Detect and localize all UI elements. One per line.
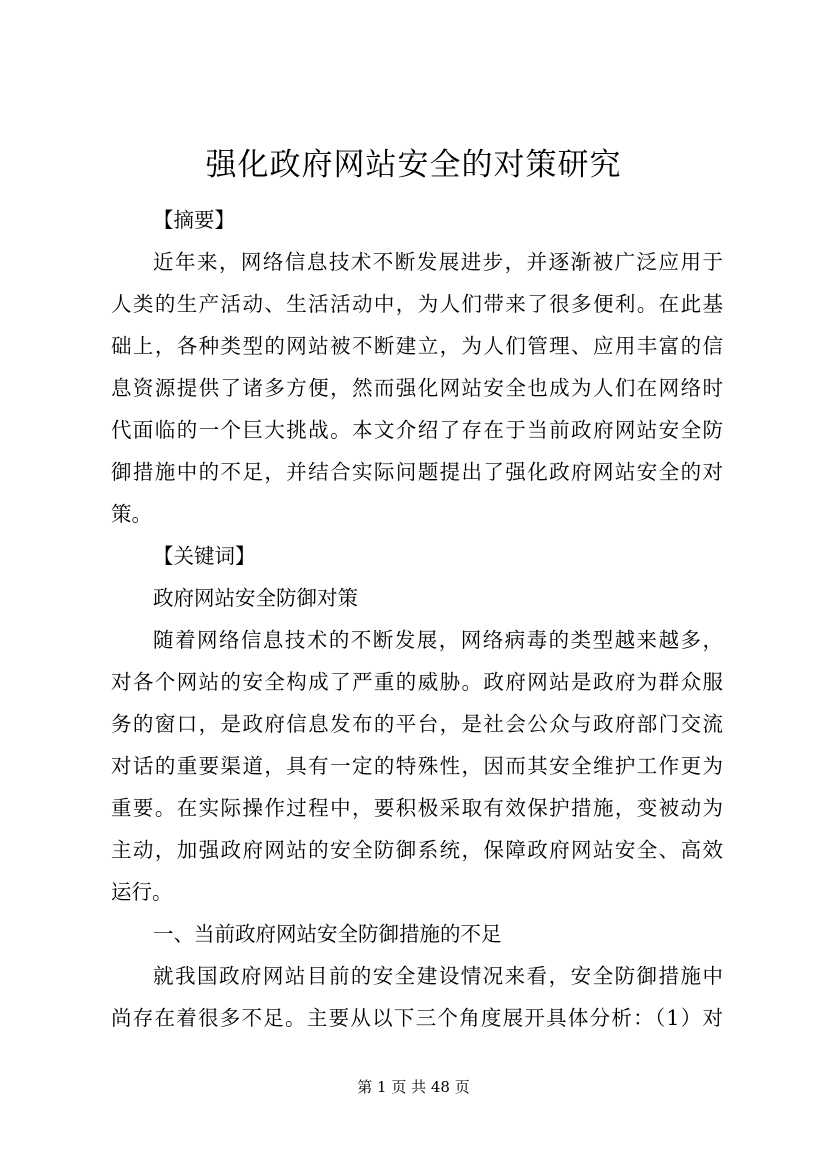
body-line: 人类的生产活动、生活活动中，为人们带来了很多便利。在此基 [111,292,723,316]
body-line: 础上，各种类型的网站被不断建立，为人们管理、应用丰富的信 [111,334,723,358]
body-line: 随着网络信息技术的不断发展，网络病毒的类型越来越多， [153,628,723,652]
body-line: 近年来，网络信息技术不断发展进步，并逐渐被广泛应用于 [153,250,723,274]
body-line: 御措施中的不足，并结合实际问题提出了强化政府网站安全的对 [111,460,723,484]
body-line: 务的窗口，是政府信息发布的平台，是社会公众与政府部门交流 [111,712,723,736]
body-line: 尚存在着很多不足。主要从以下三个角度展开具体分析：（1）对 [111,1006,723,1030]
page-footer: 第 1 页 共 48 页 [357,1078,470,1096]
body-line: 对话的重要渠道，具有一定的特殊性，因而其安全维护工作更为 [111,754,723,778]
body-line: 就我国政府网站目前的安全建设情况来看，安全防御措施中 [153,964,723,988]
body-line: 一、当前政府网站安全防御措施的不足 [153,922,502,946]
document-body [111,199,723,1039]
body-line: 主动，加强政府网站的安全防御系统，保障政府网站安全、高效 [111,838,723,862]
body-line: 重要。在实际操作过程中，要积极采取有效保护措施，变被动为 [111,796,723,820]
body-line: 运行。 [111,880,173,904]
body-line: 策。 [111,502,152,526]
body-line: 息资源提供了诸多方便，然而强化网站安全也成为人们在网络时 [111,376,723,400]
body-line: 【关键词】 [153,544,256,568]
body-line: 代面临的一个巨大挑战。本文介绍了存在于当前政府网站安全防 [111,418,723,442]
body-line: 对各个网站的安全构成了严重的威胁。政府网站是政府为群众服 [111,670,723,694]
body-line: 【摘要】 [153,208,235,232]
document-title: 强化政府网站安全的对策研究 [205,147,622,183]
body-line: 政府网站安全防御对策 [153,586,358,610]
